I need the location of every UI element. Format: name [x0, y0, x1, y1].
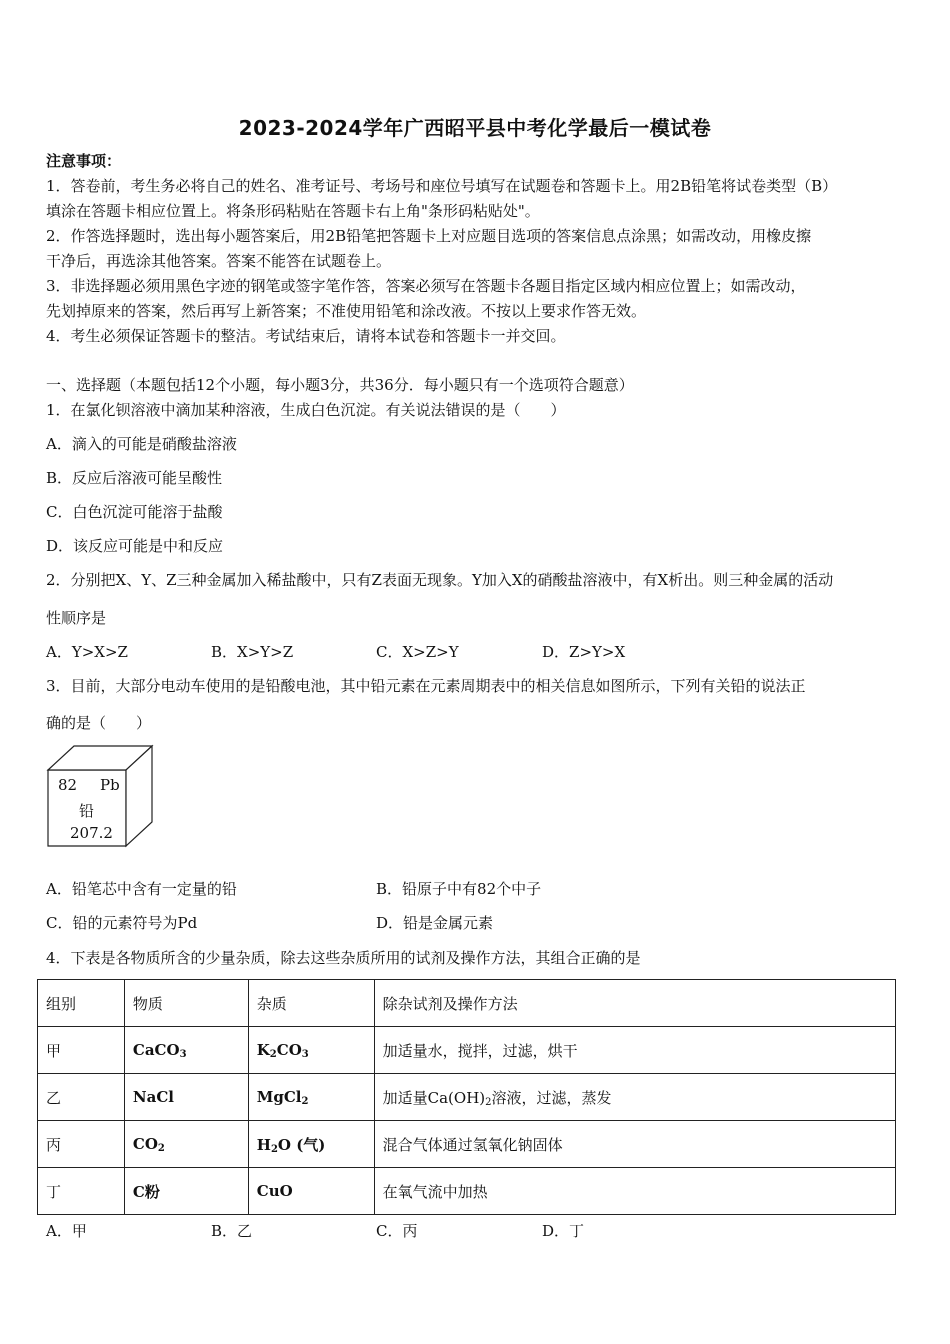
substance-cell: CaCO$_3$	[124, 1027, 248, 1074]
q3-options-row-2	[46, 913, 916, 933]
q2-option-a: A．Y>X>Z	[46, 643, 128, 661]
header-cell: 除杂试剂及操作方法	[374, 980, 895, 1027]
q4-option-a: A．甲	[46, 1222, 87, 1240]
section-heading: 一、选择题（本题包括12个小题，每小题3分，共36分．每小题只有一个选项符合题意）	[46, 376, 634, 394]
table-row	[38, 1121, 896, 1168]
question-1-stem: 1．在氯化钡溶液中滴加某种溶液，生成白色沉淀。有关说法错误的是（ ）	[46, 401, 566, 419]
question-4-stem: 4．下表是各物质所含的少量杂质，除去这些杂质所用的试剂及操作方法，其组合正确的是	[46, 949, 641, 967]
element-atomic-mass: 207.2	[70, 824, 113, 842]
periodic-element-card	[46, 744, 156, 850]
method-cell: 在氧气流中加热	[374, 1168, 895, 1215]
q4-option-d: D．丁	[542, 1222, 585, 1240]
q2-option-d: D．Z>Y>X	[542, 643, 626, 661]
question-2-stem-cont: 性顺序是	[46, 609, 107, 627]
notice-line: 1．答卷前，考生务必将自己的姓名、准考证号、考场号和座位号填写在试题卷和答题卡上。用2B铅笔将试卷类型（B）	[46, 177, 838, 195]
q4-option-b: B．乙	[211, 1222, 253, 1240]
q2-options	[46, 642, 916, 662]
impurity-cell: CuO	[248, 1168, 374, 1215]
q1-option-a: A．滴入的可能是硝酸盐溶液	[46, 435, 237, 453]
notice-line: 3．非选择题必须用黑色字迹的钢笔或签字笔作答，答案必须写在答题卡各题目指定区域内相应位置上；如需改动，	[46, 277, 806, 295]
header-cell: 杂质	[248, 980, 374, 1027]
impurity-cell: $K_2CO_3$	[248, 1027, 374, 1074]
method-cell: 混合气体通过氢氧化钠固体	[374, 1121, 895, 1168]
substance-cell: C粉	[124, 1168, 248, 1215]
header-cell: 物质	[124, 980, 248, 1027]
notice-line: 填涂在答题卡相应位置上。将条形码粘贴在答题卡右上角"条形码粘贴处"。	[46, 202, 540, 220]
element-name: 铅	[79, 802, 95, 820]
method-cell: 加适量$Ca(OH)_2$溶液，过滤，蒸发	[374, 1074, 895, 1121]
question-3-stem-cont: 确的是（ ）	[46, 714, 152, 732]
impurity-cell: MgCl$_2$	[248, 1074, 374, 1121]
element-symbol: Pb	[100, 776, 120, 794]
q2-option-c: C．X>Z>Y	[376, 643, 459, 661]
page-title: 2023-2024学年广西昭平县中考化学最后一模试卷	[238, 116, 712, 140]
notice-line: 2．作答选择题时，选出每小题答案后，用2B铅笔把答题卡上对应题目选项的答案信息点涂黑；如需改动，用橡皮擦	[46, 227, 812, 245]
element-atomic-number: 82	[58, 776, 78, 794]
group-cell: 丙	[38, 1121, 125, 1168]
table-header-row	[38, 980, 896, 1027]
table-row	[38, 1074, 896, 1121]
impurity-table	[37, 979, 896, 1215]
q3-options-row-1	[46, 879, 916, 899]
q1-option-c: C．白色沉淀可能溶于盐酸	[46, 503, 223, 521]
impurity-cell: $H_2O$ (气)	[248, 1121, 374, 1168]
q4-option-c: C．丙	[376, 1222, 418, 1240]
notice-line: 干净后，再选涂其他答案。答案不能答在试题卷上。	[46, 252, 392, 270]
q3-option-d: D．铅是金属元素	[376, 914, 494, 932]
q4-options	[46, 1221, 916, 1241]
q1-option-b: B．反应后溶液可能呈酸性	[46, 469, 223, 487]
q3-option-c: C．铅的元素符号为Pd	[46, 914, 198, 932]
notice-line: 先划掉原来的答案，然后再写上新答案；不准使用铅笔和涂改液。不按以上要求作答无效。	[46, 302, 647, 320]
q2-option-b: B．X>Y>Z	[211, 643, 294, 661]
substance-cell: $CO_2$	[124, 1121, 248, 1168]
table-row	[38, 1168, 896, 1215]
question-2-stem: 2．分别把X、Y、Z三种金属加入稀盐酸中，只有Z表面无现象。Y加入X的硝酸盐溶液中，有X析出。则三种金属的活动	[46, 571, 834, 589]
group-cell: 丁	[38, 1168, 125, 1215]
notice-heading: 注意事项：	[46, 152, 122, 170]
substance-cell: NaCl	[124, 1074, 248, 1121]
q1-option-d: D．该反应可能是中和反应	[46, 537, 224, 555]
group-cell: 乙	[38, 1074, 125, 1121]
notice-line: 4．考生必须保证答题卡的整洁。考试结束后，请将本试卷和答题卡一并交回。	[46, 327, 566, 345]
question-3-stem: 3．目前，大部分电动车使用的是铅酸电池，其中铅元素在元素周期表中的相关信息如图所示，下列有关铅的说法正	[46, 677, 806, 695]
group-cell: 甲	[38, 1027, 125, 1074]
table-row	[38, 1027, 896, 1074]
q3-option-a: A．铅笔芯中含有一定量的铅	[46, 880, 237, 898]
q3-option-b: B．铅原子中有82个中子	[376, 880, 542, 898]
method-cell: 加适量水，搅拌，过滤，烘干	[374, 1027, 895, 1074]
header-cell: 组别	[38, 980, 125, 1027]
